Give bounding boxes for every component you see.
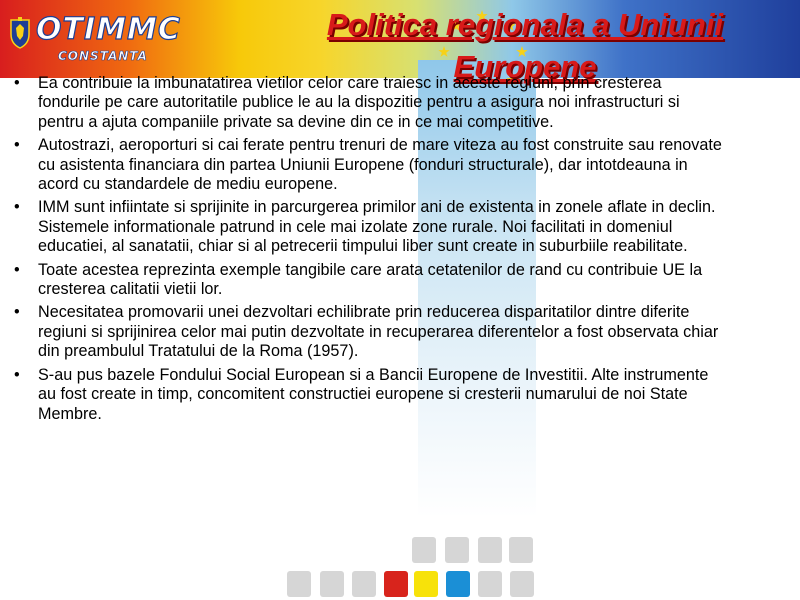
logo-subtitle: CONSTANTA xyxy=(58,49,148,63)
bullet-marker: • xyxy=(14,74,20,92)
decor-square xyxy=(478,537,502,563)
list-item xyxy=(14,303,724,361)
logo xyxy=(4,6,181,68)
decor-square-red xyxy=(384,571,408,597)
list-item xyxy=(14,261,724,300)
bullet-text: Ea contribuie la imbunatatirea vietilor celor care traiesc in aceste regiuni, prin cresterea fondurile pe care autoritatile publice le au la dispozitie pentru a asigura noi infrastructuri si pentru a ajuta companiile private sa devine din ce in ce mai competitive. xyxy=(38,74,680,131)
decor-square xyxy=(445,537,469,563)
bullet-text: IMM sunt infiintate si sprijinite in parcurgerea primilor ani de existenta in zonele aflate in declin. Sistemele informationale patrund in cele mai izolate zone rurale. Noi facilitati in domeniul educatiei, al sanatatii, chiar si al petrecerii timpului liber sunt create in suburbiile reabilitate. xyxy=(38,198,716,256)
bullet-text: Autostrazi, aeroporturi si cai ferate pentru trenuri de mare viteza au fost construite sau renovate cu asistenta financiara din partea Uniunii Europene (fonduri structurale), dar intotdeauna in acord cu standardele de mediu europene. xyxy=(38,136,722,194)
decor-square xyxy=(287,571,311,597)
bullet-marker: • xyxy=(14,303,20,322)
bullet-list xyxy=(14,74,724,428)
decor-square-yellow xyxy=(414,571,438,597)
decor-square xyxy=(320,571,344,597)
bullet-text: S-au pus bazele Fondului Social European si a Bancii Europene de Investitii. Alte instrumente au fost create in timp, concomitent constructiei europene si cresterii numarului de noi State Membre. xyxy=(38,365,709,423)
decor-square xyxy=(412,537,436,563)
bullet-marker: • xyxy=(14,260,20,279)
decor-square xyxy=(478,571,502,597)
romania-coat-of-arms-icon xyxy=(8,16,32,50)
decor-square xyxy=(352,571,376,597)
logo-name: OTIMMC xyxy=(36,12,181,47)
list-item xyxy=(14,74,724,132)
bullet-marker: • xyxy=(14,198,20,217)
bullet-text: Necesitatea promovarii unei dezvoltari echilibrate prin reducerea disparitatilor dintre diferite regiuni si sprijinirea celor mai putin dezvoltate in recuperarea diferentelor a fost observata chiar din preambulul Tratatului de la Roma (1957). xyxy=(38,303,719,361)
list-item xyxy=(14,366,724,424)
bullet-text: Toate acestea reprezinta exemple tangibile care arata cetatenilor de rand cu contribuie UE la cresterea calitatii vietii lor. xyxy=(38,260,703,299)
decor-square-blue xyxy=(446,571,470,597)
decor-square xyxy=(509,537,533,563)
page-title: Politica regionala a Uniunii Europene xyxy=(326,7,724,84)
bullet-marker: • xyxy=(14,136,20,155)
list-item xyxy=(14,198,724,256)
list-item xyxy=(14,136,724,194)
decor-square xyxy=(510,571,534,597)
bullet-marker: • xyxy=(14,365,20,384)
